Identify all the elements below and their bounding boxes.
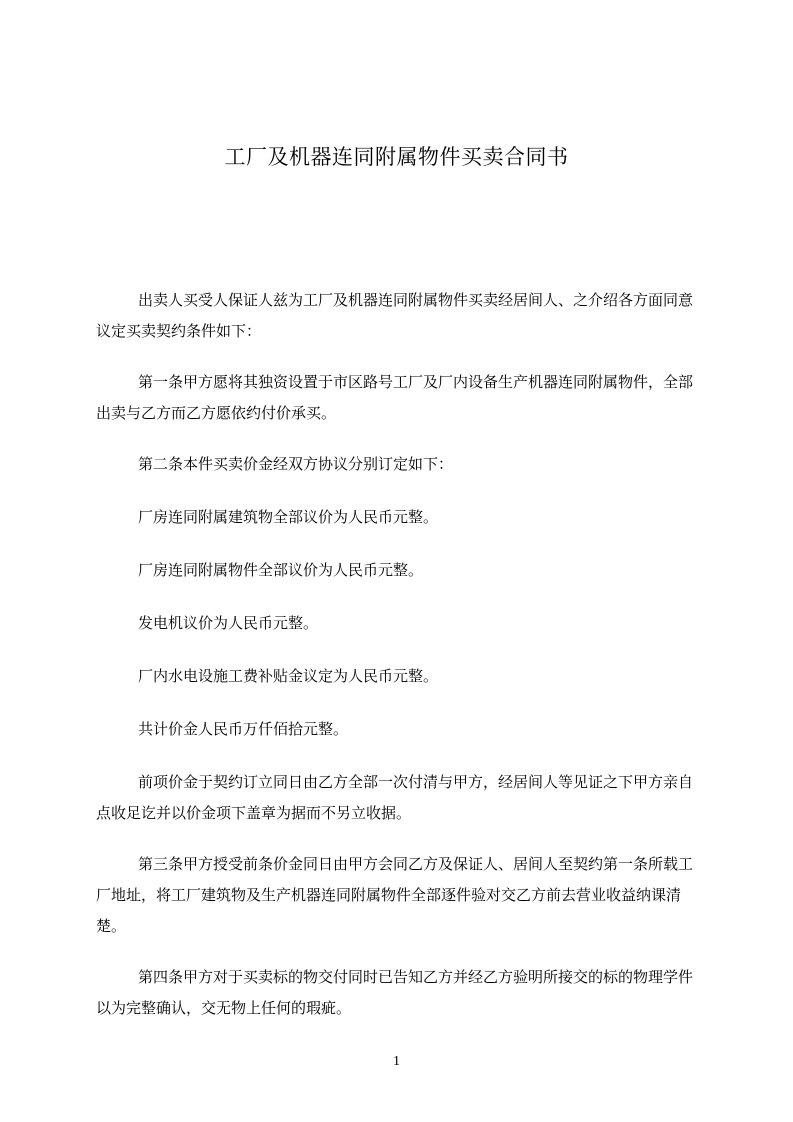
page-number: 1 [393,1054,400,1069]
paragraph-price-item: 厂房连同附属建筑物全部议价为人民币元整。 [138,508,439,526]
paragraph-preamble: 出卖人买受人保证人兹为工厂及机器连同附属物件买卖经居间人、之介绍各方面同意议定买卖契约条件如下： [96,291,694,340]
document-body [96,285,702,1044]
paragraph-article-1: 第一条甲方愿将其独资设置于市区路号工厂及厂内设备生产机器连同附属物件，全部出卖与乙方而乙方愿依约付价承买。 [96,373,694,422]
paragraph-price-item: 发电机议价为人民币元整。 [138,614,319,632]
paragraph-price-item: 厂内水电设施工费补贴金议定为人民币元整。 [138,667,439,685]
paragraph-article-4: 第四条甲方对于买卖标的物交付同时已告知乙方并经乙方验明所接交的标的物理学件以为完整确认，交无物上任何的瑕疵。 [96,968,694,1017]
paragraph-price-item: 厂房连同附属物件全部议价为人民币元整。 [138,561,424,579]
paragraph-article-3: 第三条甲方授受前条价金同日由甲方会同乙方及保证人、居间人至契约第一条所载工厂地址，将工厂建筑物及生产机器连同附属物件全部逐件验对交乙方前去营业收益纳课清楚。 [96,855,694,935]
paragraph-total-price: 共计价金人民币万仟佰拾元整。 [138,720,349,738]
paragraph-article-2: 第二条本件买卖价金经双方协议分别订定如下： [138,455,454,473]
document-title: 工厂及机器连同附属物件买卖合同书 [224,145,569,169]
paragraph-payment: 前项价金于契约订立同日由乙方全部一次付清与甲方，经居间人等见证之下甲方亲自点收足讫并以价金项下盖章为据而不另立收据。 [96,773,694,822]
